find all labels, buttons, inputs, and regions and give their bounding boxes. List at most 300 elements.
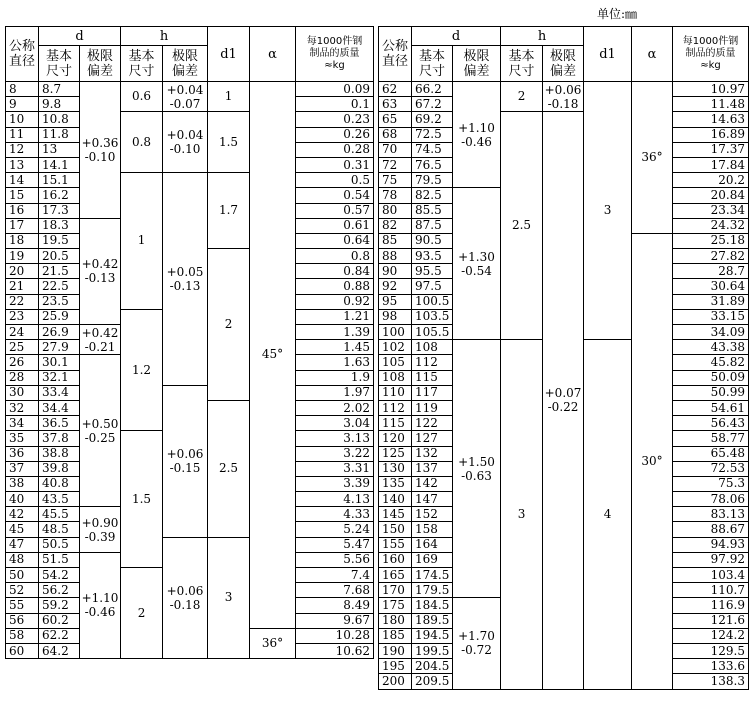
cell-nominal: 120 xyxy=(379,431,412,446)
cell-weight: 0.23 xyxy=(296,112,374,127)
cell-d-basic: 37.8 xyxy=(39,431,80,446)
cell-weight: 0.1 xyxy=(296,97,374,112)
cell-d1: 3 xyxy=(208,537,250,659)
cell-weight: 0.64 xyxy=(296,233,374,248)
cell-d-tol: +0.42 -0.21 xyxy=(80,325,121,355)
cell-nominal: 72 xyxy=(379,157,412,172)
cell-nominal: 52 xyxy=(6,583,39,598)
cell-nominal: 26 xyxy=(6,355,39,370)
cell-d-basic: 27.9 xyxy=(39,340,80,355)
cell-weight: 88.67 xyxy=(673,522,749,537)
cell-weight: 50.99 xyxy=(673,385,749,400)
cell-d-basic: 100.5 xyxy=(412,294,453,309)
cell-d-basic: 97.5 xyxy=(412,279,453,294)
cell-weight: 45.82 xyxy=(673,355,749,370)
cell-weight: 25.18 xyxy=(673,233,749,248)
cell-alpha: 36° xyxy=(632,82,673,234)
cell-d-basic: 72.5 xyxy=(412,127,453,142)
table-row xyxy=(6,385,374,400)
cell-weight: 0.92 xyxy=(296,294,374,309)
cell-nominal: 60 xyxy=(6,643,39,658)
cell-nominal: 56 xyxy=(6,613,39,628)
cell-h-tol: +0.04 -0.07 xyxy=(163,82,208,112)
cell-d-basic: 152 xyxy=(412,507,453,522)
cell-nominal: 32 xyxy=(6,400,39,415)
cell-nominal: 23 xyxy=(6,309,39,324)
cell-nominal: 45 xyxy=(6,522,39,537)
cell-nominal: 25 xyxy=(6,340,39,355)
header-h-basic: 基本 尺寸 xyxy=(501,46,543,82)
cell-d1: 1.5 xyxy=(208,112,250,173)
cell-d-basic: 10.8 xyxy=(39,112,80,127)
cell-h-basic: 1.2 xyxy=(121,309,163,431)
cell-nominal: 85 xyxy=(379,233,412,248)
cell-weight: 10.62 xyxy=(296,643,374,658)
cell-d-basic: 15.1 xyxy=(39,173,80,188)
cell-weight: 56.43 xyxy=(673,416,749,431)
cell-d1: 2 xyxy=(208,249,250,401)
cell-nominal: 145 xyxy=(379,507,412,522)
cell-weight: 17.84 xyxy=(673,157,749,172)
header-h-basic: 基本 尺寸 xyxy=(121,46,163,82)
cell-nominal: 18 xyxy=(6,233,39,248)
cell-h-basic: 0.6 xyxy=(121,82,163,112)
cell-d-basic: 38.8 xyxy=(39,446,80,461)
cell-nominal: 135 xyxy=(379,476,412,491)
cell-nominal: 125 xyxy=(379,446,412,461)
cell-weight: 124.2 xyxy=(673,628,749,643)
header-h: h xyxy=(501,27,584,46)
cell-d-basic: 39.8 xyxy=(39,461,80,476)
cell-weight: 5.47 xyxy=(296,537,374,552)
cell-d-tol: +0.42 -0.13 xyxy=(80,218,121,324)
header-d-basic: 基本 尺寸 xyxy=(39,46,80,82)
cell-weight: 110.7 xyxy=(673,583,749,598)
cell-d-basic: 76.5 xyxy=(412,157,453,172)
cell-d-basic: 11.8 xyxy=(39,127,80,142)
cell-d-basic: 194.5 xyxy=(412,628,453,643)
cell-nominal: 155 xyxy=(379,537,412,552)
cell-weight: 0.8 xyxy=(296,249,374,264)
cell-nominal: 170 xyxy=(379,583,412,598)
cell-weight: 23.34 xyxy=(673,203,749,218)
table-row xyxy=(6,112,374,127)
unit-label: 单位:㎜ xyxy=(597,7,638,21)
cell-weight: 34.09 xyxy=(673,325,749,340)
cell-d-basic: 59.2 xyxy=(39,598,80,613)
cell-nominal: 100 xyxy=(379,325,412,340)
cell-weight: 33.15 xyxy=(673,309,749,324)
cell-nominal: 130 xyxy=(379,461,412,476)
cell-weight: 1.9 xyxy=(296,370,374,385)
cell-d-basic: 18.3 xyxy=(39,218,80,233)
cell-weight: 3.31 xyxy=(296,461,374,476)
header-d-tolerance: 极限 偏差 xyxy=(453,46,501,82)
cell-weight: 94.93 xyxy=(673,537,749,552)
cell-h-basic: 2.5 xyxy=(501,112,543,340)
cell-nominal: 95 xyxy=(379,294,412,309)
cell-nominal: 12 xyxy=(6,142,39,157)
table-row xyxy=(379,82,749,97)
header-weight: 每1000件钢 制品的质量 ≈kg xyxy=(673,27,749,82)
cell-d-basic: 142 xyxy=(412,476,453,491)
header-nominal-diameter: 公称 直径 xyxy=(379,27,412,82)
cell-h-basic: 1.5 xyxy=(121,431,163,568)
cell-d1: 3 xyxy=(584,82,632,340)
cell-d-basic: 45.5 xyxy=(39,507,80,522)
cell-nominal: 62 xyxy=(379,82,412,97)
header-weight: 每1000件钢 制品的质量 ≈kg xyxy=(296,27,374,82)
cell-d-basic: 105.5 xyxy=(412,325,453,340)
cell-d-basic: 66.2 xyxy=(412,82,453,97)
cell-d-basic: 189.5 xyxy=(412,613,453,628)
cell-d-basic: 179.5 xyxy=(412,583,453,598)
cell-nominal: 82 xyxy=(379,218,412,233)
cell-weight: 3.13 xyxy=(296,431,374,446)
cell-weight: 28.7 xyxy=(673,264,749,279)
cell-nominal: 195 xyxy=(379,659,412,674)
cell-nominal: 165 xyxy=(379,568,412,583)
cell-weight: 1.39 xyxy=(296,325,374,340)
cell-weight: 0.31 xyxy=(296,157,374,172)
cell-weight: 7.68 xyxy=(296,583,374,598)
cell-d-basic: 14.1 xyxy=(39,157,80,172)
cell-d-basic: 48.5 xyxy=(39,522,80,537)
header-d-tolerance: 极限 偏差 xyxy=(80,46,121,82)
cell-nominal: 90 xyxy=(379,264,412,279)
cell-d-tol: +1.50 -0.63 xyxy=(453,340,501,598)
cell-nominal: 20 xyxy=(6,264,39,279)
cell-weight: 0.61 xyxy=(296,218,374,233)
cell-weight: 121.6 xyxy=(673,613,749,628)
cell-weight: 0.5 xyxy=(296,173,374,188)
cell-d-basic: 64.2 xyxy=(39,643,80,658)
cell-h-basic: 1 xyxy=(121,173,163,310)
cell-weight: 27.82 xyxy=(673,249,749,264)
cell-weight: 20.2 xyxy=(673,173,749,188)
cell-nominal: 17 xyxy=(6,218,39,233)
cell-d-basic: 56.2 xyxy=(39,583,80,598)
cell-nominal: 200 xyxy=(379,674,412,689)
cell-d-tol: +0.90 -0.39 xyxy=(80,507,121,553)
cell-weight: 3.39 xyxy=(296,476,374,491)
cell-nominal: 112 xyxy=(379,400,412,415)
cell-nominal: 65 xyxy=(379,112,412,127)
cell-nominal: 110 xyxy=(379,385,412,400)
cell-d-basic: 204.5 xyxy=(412,659,453,674)
header-h-tolerance: 极限 偏差 xyxy=(543,46,584,82)
cell-d-basic: 23.5 xyxy=(39,294,80,309)
cell-weight: 0.84 xyxy=(296,264,374,279)
cell-d-basic: 21.5 xyxy=(39,264,80,279)
cell-weight: 83.13 xyxy=(673,507,749,522)
cell-weight: 0.28 xyxy=(296,142,374,157)
cell-h-basic: 2 xyxy=(501,82,543,112)
cell-d-basic: 93.5 xyxy=(412,249,453,264)
cell-nominal: 55 xyxy=(6,598,39,613)
cell-d-tol: +0.36 -0.10 xyxy=(80,82,121,219)
cell-nominal: 58 xyxy=(6,628,39,643)
cell-d1: 4 xyxy=(584,340,632,689)
cell-nominal: 34 xyxy=(6,416,39,431)
table-row xyxy=(6,537,374,552)
header-d1: d1 xyxy=(208,27,250,82)
header-d: d xyxy=(412,27,501,46)
cell-d-basic: 67.2 xyxy=(412,97,453,112)
cell-weight: 9.67 xyxy=(296,613,374,628)
cell-d-basic: 164 xyxy=(412,537,453,552)
cell-d-basic: 119 xyxy=(412,400,453,415)
cell-h-tol: +0.06 -0.18 xyxy=(163,537,208,659)
cell-d-tol: +1.70 -0.72 xyxy=(453,598,501,689)
cell-weight: 16.89 xyxy=(673,127,749,142)
cell-d-basic: 32.1 xyxy=(39,370,80,385)
cell-weight: 1.45 xyxy=(296,340,374,355)
cell-weight: 5.56 xyxy=(296,552,374,567)
cell-d-basic: 34.4 xyxy=(39,400,80,415)
right-table xyxy=(378,26,749,690)
cell-d-basic: 17.3 xyxy=(39,203,80,218)
cell-weight: 24.32 xyxy=(673,218,749,233)
cell-d1: 1.7 xyxy=(208,173,250,249)
cell-d-tol: +0.50 -0.25 xyxy=(80,355,121,507)
cell-h-tol: +0.07 -0.22 xyxy=(543,112,584,689)
cell-weight: 116.9 xyxy=(673,598,749,613)
cell-nominal: 48 xyxy=(6,552,39,567)
cell-d-basic: 13 xyxy=(39,142,80,157)
cell-weight: 75.3 xyxy=(673,476,749,491)
cell-weight: 0.54 xyxy=(296,188,374,203)
cell-nominal: 140 xyxy=(379,492,412,507)
cell-nominal: 36 xyxy=(6,446,39,461)
cell-nominal: 11 xyxy=(6,127,39,142)
cell-weight: 30.64 xyxy=(673,279,749,294)
cell-nominal: 108 xyxy=(379,370,412,385)
cell-d-tol: +1.10 -0.46 xyxy=(80,552,121,658)
cell-weight: 138.3 xyxy=(673,674,749,689)
cell-nominal: 40 xyxy=(6,492,39,507)
header-alpha: α xyxy=(250,27,296,82)
cell-d-basic: 85.5 xyxy=(412,203,453,218)
cell-d-basic: 79.5 xyxy=(412,173,453,188)
cell-nominal: 175 xyxy=(379,598,412,613)
cell-d-basic: 127 xyxy=(412,431,453,446)
cell-d-basic: 108 xyxy=(412,340,453,355)
cell-d-basic: 62.2 xyxy=(39,628,80,643)
cell-nominal: 14 xyxy=(6,173,39,188)
cell-d-basic: 43.5 xyxy=(39,492,80,507)
cell-nominal: 68 xyxy=(379,127,412,142)
cell-weight: 10.97 xyxy=(673,82,749,97)
cell-d-basic: 69.2 xyxy=(412,112,453,127)
cell-nominal: 8 xyxy=(6,82,39,97)
cell-weight: 1.97 xyxy=(296,385,374,400)
cell-h-basic: 3 xyxy=(501,340,543,689)
cell-d-basic: 25.9 xyxy=(39,309,80,324)
cell-d-basic: 8.7 xyxy=(39,82,80,97)
cell-d-basic: 103.5 xyxy=(412,309,453,324)
cell-weight: 2.02 xyxy=(296,400,374,415)
cell-nominal: 15 xyxy=(6,188,39,203)
cell-d-basic: 209.5 xyxy=(412,674,453,689)
cell-weight: 14.63 xyxy=(673,112,749,127)
cell-d-basic: 112 xyxy=(412,355,453,370)
header-d-basic: 基本 尺寸 xyxy=(412,46,453,82)
cell-nominal: 92 xyxy=(379,279,412,294)
cell-weight: 10.28 xyxy=(296,628,374,643)
left-table xyxy=(5,26,374,659)
cell-d-basic: 147 xyxy=(412,492,453,507)
cell-d1: 1 xyxy=(208,82,250,112)
cell-d-basic: 158 xyxy=(412,522,453,537)
cell-d-basic: 40.8 xyxy=(39,476,80,491)
cell-weight: 3.22 xyxy=(296,446,374,461)
cell-d-basic: 169 xyxy=(412,552,453,567)
cell-weight: 43.38 xyxy=(673,340,749,355)
cell-h-tol: +0.05 -0.13 xyxy=(163,173,208,386)
cell-nominal: 88 xyxy=(379,249,412,264)
header-alpha: α xyxy=(632,27,673,82)
cell-nominal: 98 xyxy=(379,309,412,324)
cell-nominal: 150 xyxy=(379,522,412,537)
cell-nominal: 70 xyxy=(379,142,412,157)
cell-d-basic: 82.5 xyxy=(412,188,453,203)
cell-nominal: 102 xyxy=(379,340,412,355)
cell-weight: 8.49 xyxy=(296,598,374,613)
cell-nominal: 16 xyxy=(6,203,39,218)
cell-weight: 78.06 xyxy=(673,492,749,507)
cell-weight: 1.21 xyxy=(296,309,374,324)
cell-nominal: 80 xyxy=(379,203,412,218)
cell-d-basic: 19.5 xyxy=(39,233,80,248)
cell-d-basic: 54.2 xyxy=(39,568,80,583)
cell-h-tol: +0.06 -0.18 xyxy=(543,82,584,112)
cell-d-basic: 115 xyxy=(412,370,453,385)
cell-nominal: 115 xyxy=(379,416,412,431)
cell-alpha: 30° xyxy=(632,233,673,689)
cell-weight: 50.09 xyxy=(673,370,749,385)
cell-h-tol: +0.06 -0.15 xyxy=(163,385,208,537)
cell-d-basic: 26.9 xyxy=(39,325,80,340)
cell-h-tol: +0.04 -0.10 xyxy=(163,112,208,173)
cell-weight: 0.09 xyxy=(296,82,374,97)
cell-weight: 4.33 xyxy=(296,507,374,522)
cell-d1: 2.5 xyxy=(208,400,250,537)
cell-weight: 65.48 xyxy=(673,446,749,461)
cell-weight: 17.37 xyxy=(673,142,749,157)
cell-nominal: 105 xyxy=(379,355,412,370)
cell-nominal: 37 xyxy=(6,461,39,476)
cell-nominal: 38 xyxy=(6,476,39,491)
cell-weight: 133.6 xyxy=(673,659,749,674)
cell-d-tol: +1.30 -0.54 xyxy=(453,188,501,340)
cell-d-basic: 9.8 xyxy=(39,97,80,112)
cell-d-basic: 50.5 xyxy=(39,537,80,552)
cell-nominal: 47 xyxy=(6,537,39,552)
cell-nominal: 180 xyxy=(379,613,412,628)
cell-d-basic: 117 xyxy=(412,385,453,400)
cell-nominal: 10 xyxy=(6,112,39,127)
cell-h-basic: 0.8 xyxy=(121,112,163,173)
cell-d-basic: 90.5 xyxy=(412,233,453,248)
cell-d-basic: 22.5 xyxy=(39,279,80,294)
cell-nominal: 22 xyxy=(6,294,39,309)
cell-weight: 31.89 xyxy=(673,294,749,309)
cell-h-basic: 2 xyxy=(121,568,163,659)
header-d: d xyxy=(39,27,121,46)
cell-nominal: 19 xyxy=(6,249,39,264)
cell-weight: 5.24 xyxy=(296,522,374,537)
header-h: h xyxy=(121,27,208,46)
table-row xyxy=(379,112,749,127)
cell-d-basic: 20.5 xyxy=(39,249,80,264)
table-row xyxy=(6,173,374,188)
cell-d-tol: +1.10 -0.46 xyxy=(453,82,501,188)
cell-weight: 72.53 xyxy=(673,461,749,476)
cell-d-basic: 199.5 xyxy=(412,643,453,658)
cell-weight: 4.13 xyxy=(296,492,374,507)
cell-weight: 54.61 xyxy=(673,400,749,415)
cell-nominal: 160 xyxy=(379,552,412,567)
cell-d-basic: 60.2 xyxy=(39,613,80,628)
cell-weight: 3.04 xyxy=(296,416,374,431)
cell-nominal: 24 xyxy=(6,325,39,340)
cell-weight: 1.63 xyxy=(296,355,374,370)
cell-weight: 97.92 xyxy=(673,552,749,567)
cell-weight: 0.88 xyxy=(296,279,374,294)
header-d1: d1 xyxy=(584,27,632,82)
cell-nominal: 75 xyxy=(379,173,412,188)
cell-weight: 11.48 xyxy=(673,97,749,112)
cell-nominal: 42 xyxy=(6,507,39,522)
cell-d-basic: 95.5 xyxy=(412,264,453,279)
cell-d-basic: 74.5 xyxy=(412,142,453,157)
cell-d-basic: 137 xyxy=(412,461,453,476)
cell-d-basic: 87.5 xyxy=(412,218,453,233)
cell-d-basic: 122 xyxy=(412,416,453,431)
cell-alpha: 36° xyxy=(250,628,296,658)
cell-nominal: 13 xyxy=(6,157,39,172)
header-nominal-diameter: 公称 直径 xyxy=(6,27,39,82)
cell-weight: 129.5 xyxy=(673,643,749,658)
cell-d-basic: 16.2 xyxy=(39,188,80,203)
cell-nominal: 9 xyxy=(6,97,39,112)
table-row xyxy=(6,82,374,97)
cell-nominal: 50 xyxy=(6,568,39,583)
cell-nominal: 30 xyxy=(6,385,39,400)
cell-d-basic: 51.5 xyxy=(39,552,80,567)
cell-d-basic: 184.5 xyxy=(412,598,453,613)
cell-d-basic: 30.1 xyxy=(39,355,80,370)
cell-nominal: 63 xyxy=(379,97,412,112)
cell-weight: 0.26 xyxy=(296,127,374,142)
cell-nominal: 28 xyxy=(6,370,39,385)
header-h-tolerance: 极限 偏差 xyxy=(163,46,208,82)
cell-d-basic: 132 xyxy=(412,446,453,461)
cell-weight: 7.4 xyxy=(296,568,374,583)
cell-nominal: 185 xyxy=(379,628,412,643)
cell-nominal: 35 xyxy=(6,431,39,446)
cell-d-basic: 36.5 xyxy=(39,416,80,431)
cell-weight: 20.84 xyxy=(673,188,749,203)
cell-weight: 103.4 xyxy=(673,568,749,583)
cell-nominal: 190 xyxy=(379,643,412,658)
cell-d-basic: 33.4 xyxy=(39,385,80,400)
cell-weight: 0.57 xyxy=(296,203,374,218)
cell-d-basic: 174.5 xyxy=(412,568,453,583)
cell-alpha: 45° xyxy=(250,82,296,629)
cell-weight: 58.77 xyxy=(673,431,749,446)
